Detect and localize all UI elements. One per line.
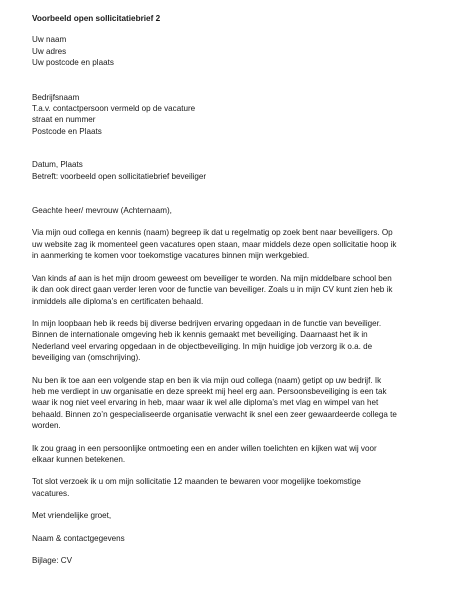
recipient-company: Bedrijfsnaam (32, 92, 80, 102)
paragraph-line: ik dan ook direct gaan verder leren voor de functie van beveiliger. Zoals u in mijn CV kunt zien heb ik (32, 285, 393, 295)
paragraph-line: heb me verdiept in uw organisatie en deze spreekt mij heel erg aan. Persoonsbeveiliging is een tak (32, 386, 387, 396)
paragraph-line: uw website zag ik momenteel geen vacatures open staan, maar middels deze open sollicitatie hoop ik (32, 239, 397, 249)
paragraph-line: Tot slot verzoek ik u om mijn sollicitatie 12 maanden te bewaren voor mogelijke toekomstige (32, 477, 361, 487)
subject-line: Betreft: voorbeeld open sollicitatiebrief beveiliger (32, 171, 207, 181)
paragraph-line: elkaar kunnen betekenen. (32, 454, 126, 464)
paragraph-line: Met vriendelijke groet, (32, 511, 112, 521)
paragraph-line: Ik zou graag in een persoonlijke ontmoeting een en ander willen toelichten en kijken wat wij voor (32, 443, 377, 453)
paragraph-line: Naam & contactgegevens (32, 533, 125, 543)
sender-address (32, 34, 436, 68)
paragraph-line: In mijn loopbaan heb ik reeds bij diverse bedrijven ervaring opgedaan in de functie van beveiliger. (32, 318, 382, 328)
sender-street: Uw adres (32, 46, 67, 56)
paragraph-next-step (32, 375, 436, 432)
paragraph-line: in aanmerking te komen voor toekomstige vacatures binnen mijn werkgebied. (32, 251, 310, 261)
recipient-address (32, 92, 436, 138)
paragraph-line: worden. (32, 421, 61, 431)
spacer (32, 522, 436, 533)
attachment-note (32, 555, 436, 566)
spacer (32, 432, 436, 443)
paragraph-line: Nu ben ik toe aan een volgende stap en ben ik via mijn oud collega (naam) getipt op uw bedrijf. Ik (32, 375, 382, 385)
paragraph-line: beveiliging van (omschrijving). (32, 353, 141, 363)
date-place: Datum, Plaats (32, 160, 83, 170)
spacer (32, 465, 436, 476)
paragraph-line: vacatures. (32, 488, 70, 498)
letter-body (32, 216, 436, 566)
signature-contact (32, 533, 436, 544)
recipient-street: straat en nummer (32, 115, 96, 125)
paragraph-motivation (32, 273, 436, 307)
sender-postcode-city: Uw postcode en plaats (32, 58, 114, 68)
recipient-postcode-city: Postcode en Plaats (32, 126, 102, 136)
date-subject-block (32, 159, 436, 182)
paragraph-retention-request (32, 476, 436, 499)
sender-name: Uw naam (32, 35, 67, 45)
spacer (32, 499, 436, 510)
spacer (32, 137, 436, 159)
paragraph-meeting (32, 443, 436, 466)
spacer (32, 364, 436, 375)
paragraph-intro (32, 227, 436, 261)
paragraph-line: Via mijn oud collega en kennis (naam) begreep ik dat u regelmatig op zoek bent naar beveiligers. Op (32, 228, 393, 238)
paragraph-line: Binnen de internationale omgeving heb ik kennis gemaakt met beveiliging. Daarnaast het ik in (32, 330, 368, 340)
spacer (32, 69, 436, 92)
recipient-contact: T.a.v. contactpersoon vermeld op de vacature (32, 104, 196, 114)
paragraph-line: Van kinds af aan is het mijn droom geweest om beveiliger te worden. Na mijn middelbare school ben (32, 273, 392, 283)
salutation: Geachte heer/ mevrouw (Achternaam), (32, 206, 172, 216)
closing-greeting (32, 510, 436, 521)
paragraph-experience (32, 318, 436, 364)
paragraph-line: inmiddels alle diploma’s en certificaten behaald. (32, 296, 204, 306)
spacer (32, 544, 436, 555)
spacer (32, 307, 436, 318)
paragraph-line: behaald. Binnen zo’n gespecialiseerde organisatie verwacht ik snel een zeer gewaardeerde collega te (32, 409, 397, 419)
paragraph-line: Bijlage: CV (32, 556, 73, 565)
spacer (32, 262, 436, 273)
spacer (32, 216, 436, 227)
spacer (32, 182, 436, 205)
paragraph-line: Nederland veel ervaring opgedaan in de objectbeveiliging. In mijn huidige job verzorg ik o.a. de (32, 341, 373, 351)
document-title: Voorbeeld open sollicitatiebrief 2 (32, 14, 161, 23)
paragraph-line: waar ik nog niet veel ervaring in heb, maar waar ik wel alle diploma’s met vlag en wimpel van het (32, 398, 379, 408)
